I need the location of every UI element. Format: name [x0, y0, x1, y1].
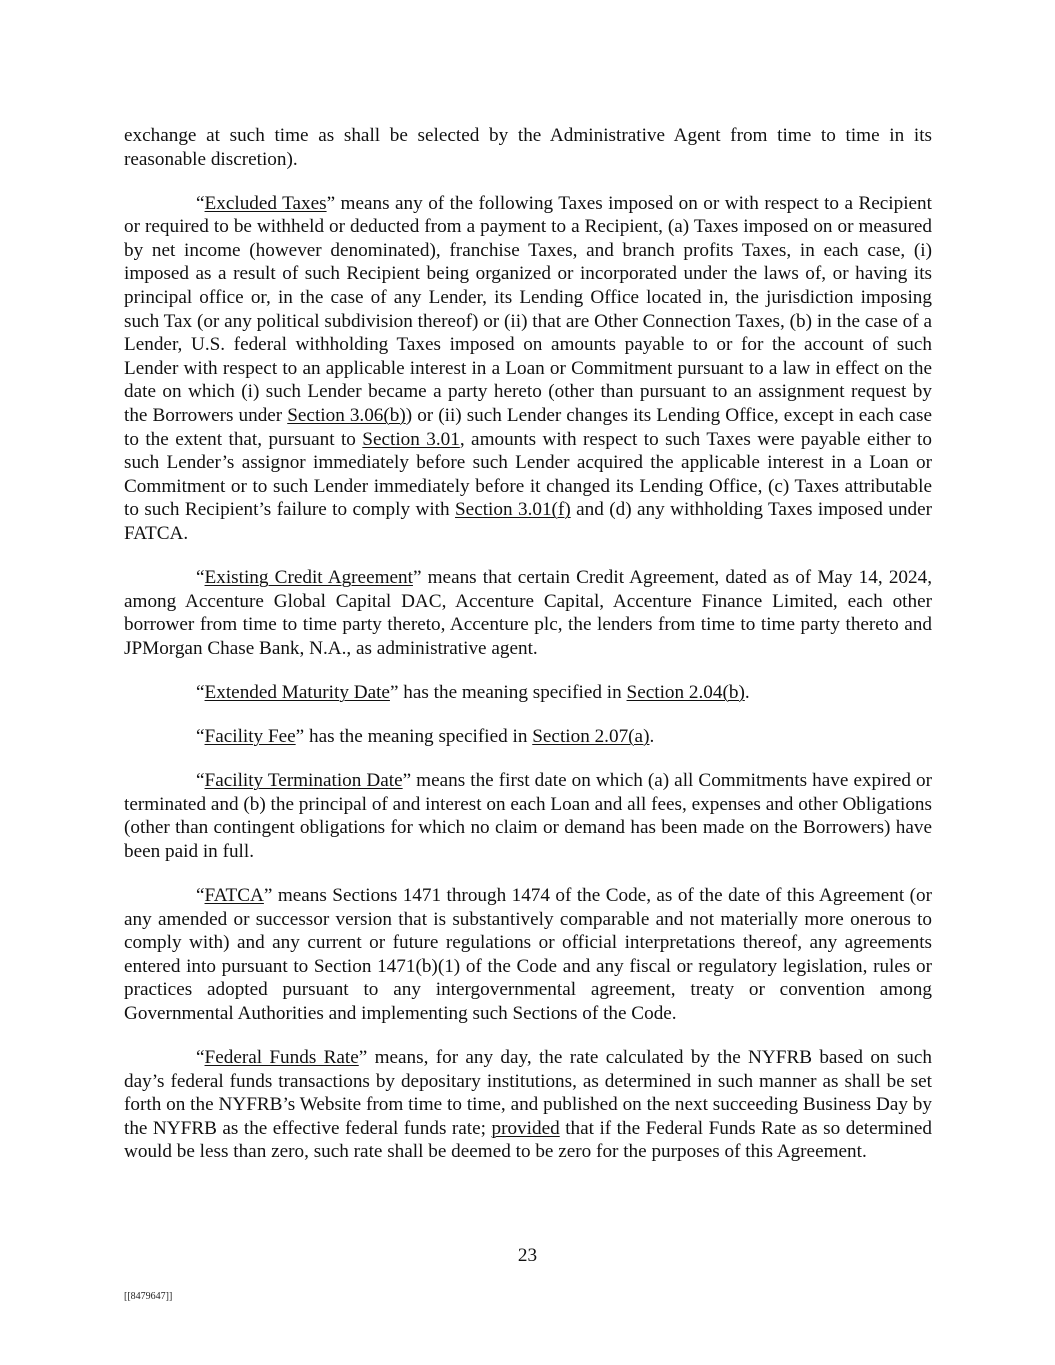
body-text: ” means Sections 1471 through 1474 of the Code, as of the date of this Agreement (or any amended or successor version that is substantively comparable and not materially more onerous to comply with) and any current or future regulations or official interpretations thereof, any agreements entered into pursuant to Section 1471(b)(1) of the Code and any fiscal or regulatory legislation, rules or practices adopted pursuant to any intergovernmental agreement, treaty or convention among Governmental Authorities and implementing such Sections of the Code.: [124, 885, 932, 1024]
definition-federal-funds-rate: [124, 1046, 932, 1164]
definition-facility-termination-date: [124, 769, 932, 863]
body-text: “: [196, 726, 205, 748]
defined-term: Excluded Taxes: [204, 192, 327, 214]
document-id: [[8479647]]: [124, 1291, 173, 1302]
page-number: 23: [517, 1245, 538, 1266]
body-text: “: [196, 770, 205, 792]
body-text: ” means that certain Credit Agreement, dated as of May 14, 2024, among Accenture Global Capital DAC, Accenture Capital, Accenture Finance Limited, each other borrower from time to time party thereto, Accenture plc, the lenders from time to time party thereto and JPMorgan Chase Bank, N.A., as administrative agent.: [124, 567, 932, 659]
defined-term: FATCA: [204, 885, 264, 907]
body-text: ” means, for any day, the rate calculated by the NYFRB based on such day’s federal funds transactions by depositary institutions, as determined in such manner as shall be set forth on the NYFRB’s Website from time to time, and published on the next succeeding Business Day by the NYFRB as the effective federal funds rate;: [124, 1047, 932, 1139]
defined-term: Extended Maturity Date: [204, 681, 390, 703]
document-page: [124, 124, 932, 1185]
body-text: ” has the meaning specified in: [295, 726, 533, 748]
body-text: , amounts with respect to such Taxes were payable either to such Lender’s assignor immediately before such Lender acquired the applicable interest in a Loan or Commitment or to such Lender immediately before it changed its Lending Office, (c) Taxes attributable to such Recipient’s failure to comply with: [124, 428, 932, 521]
defined-term: Existing Credit Agreement: [204, 567, 413, 589]
body-text: ) or (ii) such Lender changes its Lending Office, except in each case to the extent that, pursuant to: [124, 405, 932, 450]
cross-reference: Section 2.04(b): [626, 681, 745, 703]
body-text: exchange at such time as shall be selected by the Administrative Agent from time to time in its reasonable discretion).: [124, 125, 932, 170]
cross-reference: provided: [491, 1117, 560, 1139]
paragraph-continuation: [124, 124, 932, 171]
body-text: “: [196, 681, 205, 703]
body-text: .: [649, 726, 655, 748]
defined-term: Facility Termination Date: [204, 770, 403, 792]
definition-facility-fee: [124, 725, 932, 749]
body-text: “: [196, 567, 205, 589]
body-text: “: [196, 885, 205, 907]
body-text: and (d) any withholding Taxes imposed under FATCA.: [124, 499, 932, 544]
cross-reference: Section 3.01(f): [455, 499, 571, 521]
cross-reference: Section 3.06(b): [287, 405, 406, 427]
definition-existing-credit-agreement: [124, 566, 932, 660]
body-text: ” means any of the following Taxes imposed on or with respect to a Recipient or required to be withheld or deducted from a payment to a Recipient, (a) Taxes imposed on or measured by net income (however denominated), franchise Taxes, and branch profits Taxes, in each case, (i) imposed as a result of such Recipient being organized or incorporated under the laws of, or having its principal office or, in the case of any Lender, its Lending Office located in, the jurisdiction imposing such Tax (or any political subdivision thereof) or (ii) that are Other Connection Taxes, (b) in the case of a Lender, U.S. federal withholding Taxes imposed on amounts payable to or for the account of such Lender with respect to an applicable interest in a Loan or Commitment pursuant to a law in effect on the date on which (i) such Lender became a party hereto (other than pursuant to an assignment request by the Borrowers under: [124, 192, 932, 427]
body-text: “: [196, 1047, 205, 1069]
definition-excluded-taxes: [124, 192, 932, 546]
definition-extended-maturity-date: [124, 681, 932, 705]
cross-reference: Section 2.07(a): [532, 726, 650, 748]
body-text: that if the Federal Funds Rate as so determined would be less than zero, such rate shall be deemed to be zero for the purposes of this Agreement.: [124, 1117, 932, 1163]
defined-term: Facility Fee: [204, 726, 296, 748]
body-text: ” means the first date on which (a) all Commitments have expired or terminated and (b) the principal of and interest on each Loan and all fees, expenses and other Obligations (other than contingent obligations for which no claim or demand has been made on the Borrowers) have been paid in full.: [124, 770, 933, 862]
cross-reference: Section 3.01: [362, 428, 460, 450]
definition-fatca: [124, 884, 932, 1026]
defined-term: Federal Funds Rate: [204, 1047, 359, 1069]
body-text: .: [744, 681, 750, 703]
body-text: ” has the meaning specified in: [389, 681, 627, 703]
body-text: “: [196, 192, 205, 214]
